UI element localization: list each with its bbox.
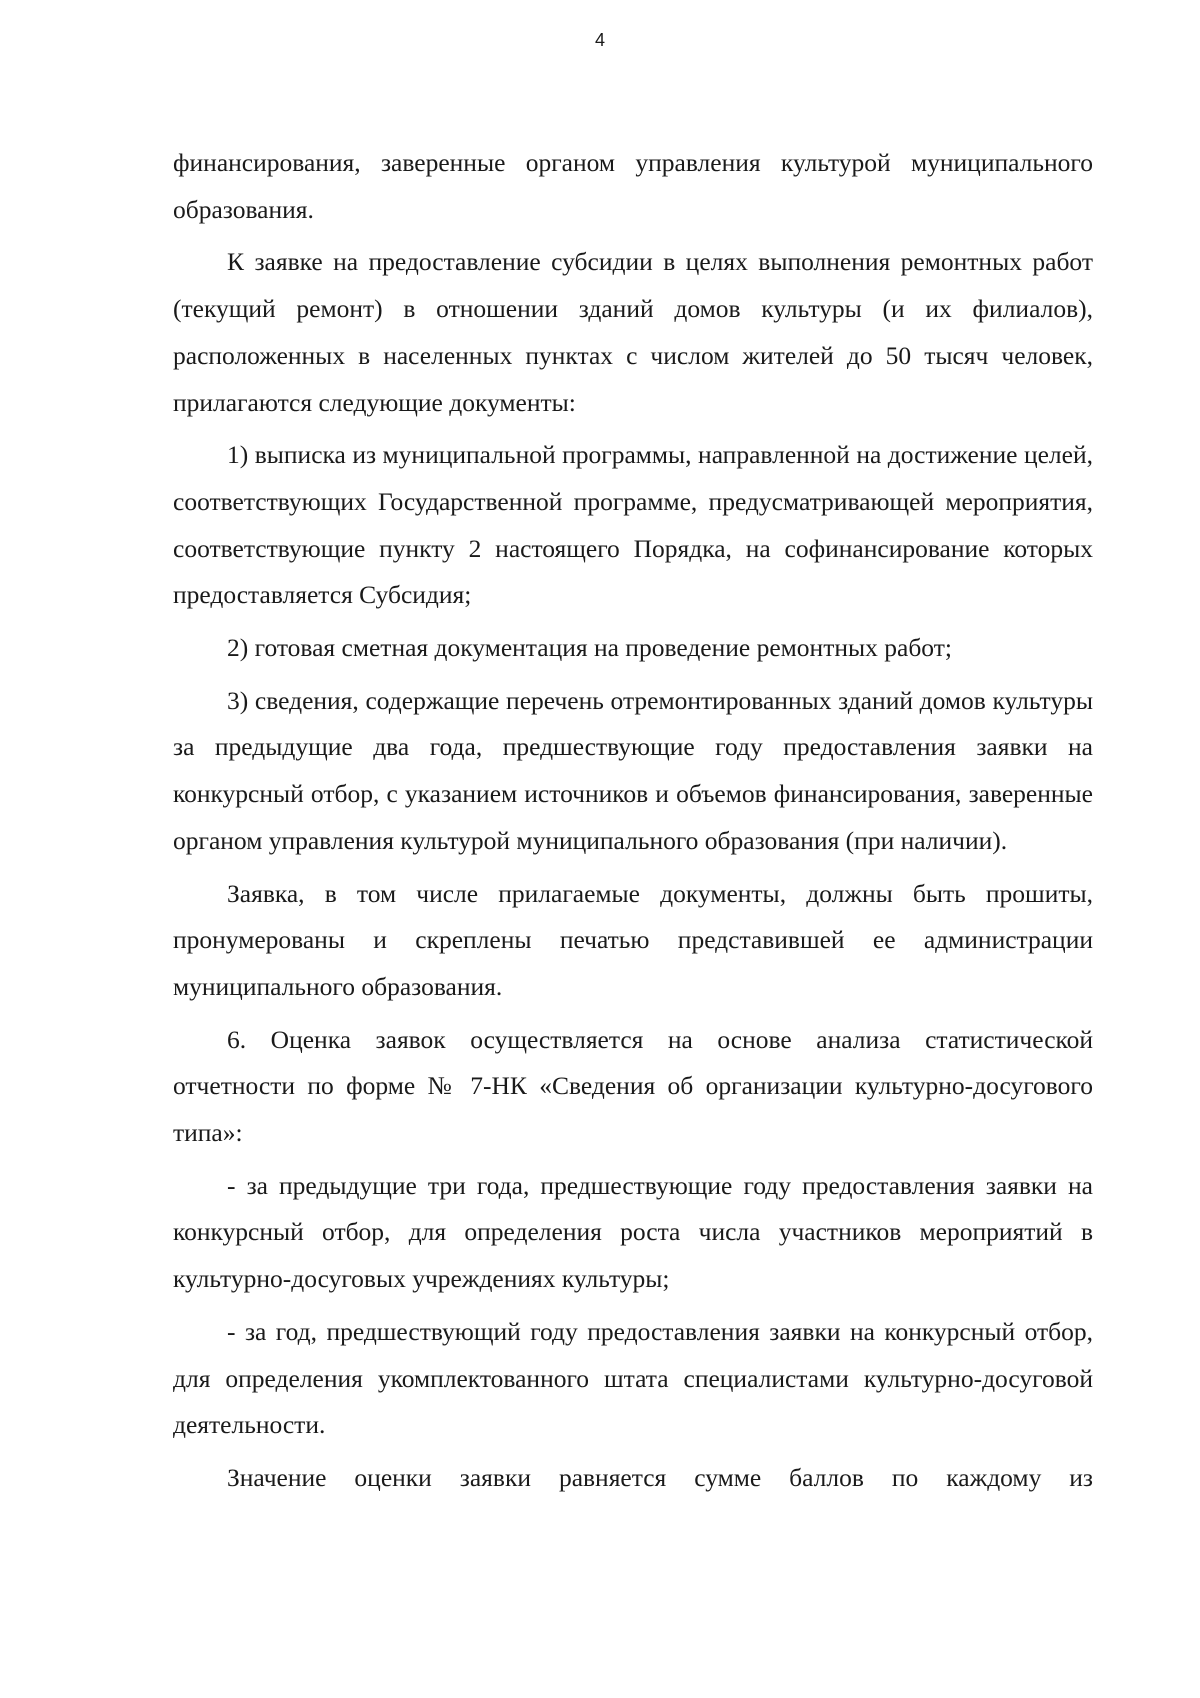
- paragraph-6: Заявка, в том числе прилагаемые документы, должны быть прошиты, пронумерованы и скреплены печатью представившей ее администрации муниципального образования.: [173, 878, 1093, 1001]
- paragraph-5: 3) сведения, содержащие перечень отремонтированных зданий домов культуры за предыдущие два года, предшествующие году предоставления заявки на конкурсный отбор, с указанием источников и объемов финансирования, заверенные органом управления культурой муниципального образования (при наличии).: [173, 685, 1093, 855]
- paragraph-8: - за предыдущие три года, предшествующие году предоставления заявки на конкурсный отбор, для определения роста числа участников мероприятий в культурно-досуговых учреждениях культуры;: [173, 1170, 1093, 1294]
- paragraph-2: К заявке на предоставление субсидии в целях выполнения ремонтных работ (текущий ремонт) в отношении зданий домов культуры (и их филиалов), расположенных в населенных пунктах с числом жителей до 50 тысяч человек, прилагаются следующие документы:: [173, 247, 1093, 417]
- paragraph-4: 2) готовая сметная документация на проведение ремонтных работ;: [227, 633, 952, 663]
- paragraph-9: - за год, предшествующий году предоставления заявки на конкурсный отбор, для определения укомплектованного штата специалистами культурно-досуговой деятельности.: [173, 1316, 1093, 1440]
- paragraph-3: 1) выписка из муниципальной программы, направленной на достижение целей, соответствующих Государственной программе, предусматривающей мероприятия, соответствующие пункту 2 настоящего Порядка, на софинансирование которых предоставляется Субсидия;: [173, 440, 1093, 610]
- page-number: 4: [594, 30, 605, 50]
- paragraph-1: финансирования, заверенные органом управления культурой муниципального образования.: [173, 148, 1093, 224]
- paragraph-10: Значение оценки заявки равняется сумме баллов по каждому из: [227, 1462, 1093, 1492]
- paragraph-7: 6. Оценка заявок осуществляется на основе анализа статистической отчетности по форме № 7-НК «Сведения об организации культурно-досугового типа»:: [173, 1024, 1093, 1148]
- document-body: [173, 140, 1093, 1508]
